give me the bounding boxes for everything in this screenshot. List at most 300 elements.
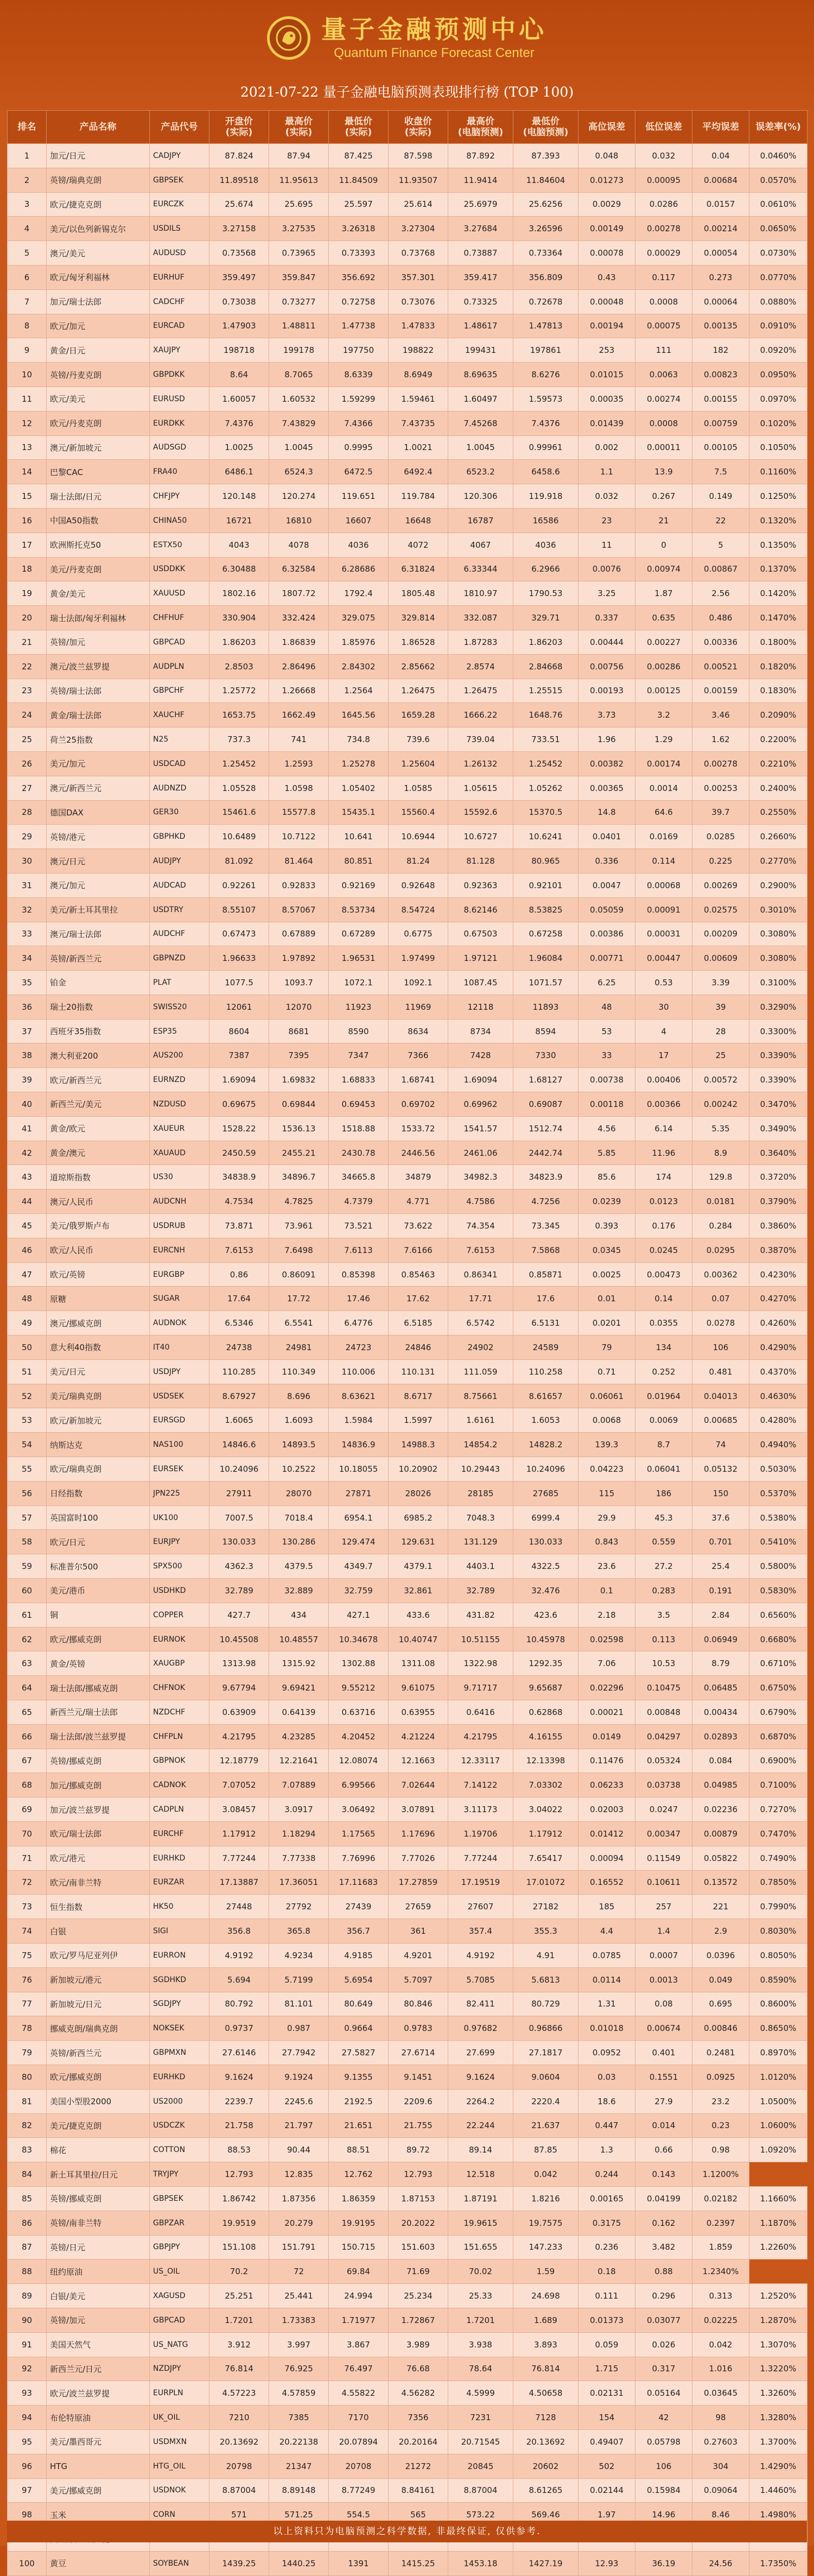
value-cell: 0.9995 xyxy=(329,435,389,460)
value-cell: 1.0598 xyxy=(269,776,329,800)
value-cell: 8.9 xyxy=(692,1141,749,1165)
value-cell: 25.6979 xyxy=(448,192,513,217)
rank-cell: 60 xyxy=(8,1579,47,1603)
value-cell: 25.234 xyxy=(389,2284,448,2308)
value-cell: 12118 xyxy=(448,995,513,1019)
value-cell: 1.47738 xyxy=(329,314,389,338)
table-row xyxy=(8,314,807,338)
product-name-cell: 美元/俄罗斯卢布 xyxy=(47,1214,150,1238)
product-code-cell: TRYJPY xyxy=(150,2162,209,2187)
value-cell: 3.938 xyxy=(448,2332,513,2357)
value-cell: 0.9737 xyxy=(209,2016,269,2041)
rank-cell: 63 xyxy=(8,1651,47,1676)
value-cell: 14.8 xyxy=(578,800,635,825)
value-cell: 3.27158 xyxy=(209,217,269,241)
value-cell: 9.0604 xyxy=(513,2065,578,2089)
value-cell: 0.401 xyxy=(635,2041,692,2065)
value-cell: 11969 xyxy=(389,995,448,1019)
value-cell: 0.02296 xyxy=(578,1676,635,1700)
value-cell: 361 xyxy=(389,1919,448,1944)
value-cell: 81.101 xyxy=(269,1992,329,2016)
value-cell: 147.233 xyxy=(513,2235,578,2259)
value-cell: 0.0650% xyxy=(749,217,807,241)
value-cell: 1.68833 xyxy=(329,1068,389,1092)
value-cell: 332.087 xyxy=(448,606,513,630)
product-code-cell: EURSEK xyxy=(150,1457,209,1482)
product-name-cell: 欧元/匈牙利福林 xyxy=(47,265,150,289)
table-row xyxy=(8,1773,807,1797)
value-cell: 0.114 xyxy=(635,849,692,874)
value-cell: 1.59 xyxy=(513,2259,578,2284)
value-cell: 1.05528 xyxy=(209,776,269,800)
value-cell: 0.0880% xyxy=(749,289,807,314)
value-cell: 0.00214 xyxy=(692,217,749,241)
product-code-cell: EURHUF xyxy=(150,265,209,289)
value-cell: 8594 xyxy=(513,1019,578,1043)
table-row xyxy=(8,2551,807,2575)
table-row xyxy=(8,2259,807,2284)
value-cell: 10.6241 xyxy=(513,825,578,849)
value-cell: 0.337 xyxy=(578,606,635,630)
value-cell: 0.86341 xyxy=(448,1262,513,1287)
value-cell: 33 xyxy=(578,1043,635,1068)
rank-cell: 36 xyxy=(8,995,47,1019)
product-code-cell: GBPSEK xyxy=(150,168,209,192)
value-cell: 3.912 xyxy=(209,2332,269,2357)
value-cell: 6.30488 xyxy=(209,557,269,581)
product-name-cell: 新西兰元/瑞士法郎 xyxy=(47,1700,150,1725)
value-cell: 1.016 xyxy=(692,2357,749,2381)
value-cell: 1.0920% xyxy=(749,2138,807,2162)
value-cell: 0.3390% xyxy=(749,1043,807,1068)
value-cell: 7330 xyxy=(513,1043,578,1068)
value-cell: 1.29 xyxy=(635,727,692,752)
value-cell: 0.059 xyxy=(578,2332,635,2357)
value-cell: 0.701 xyxy=(692,1530,749,1554)
value-cell: 0.69844 xyxy=(269,1092,329,1117)
rank-cell: 58 xyxy=(8,1530,47,1554)
value-cell: 4.55822 xyxy=(329,2381,389,2406)
product-name-cell: 日经指数 xyxy=(47,1481,150,1505)
product-name-cell: 纳斯达克 xyxy=(47,1433,150,1457)
value-cell: 1807.72 xyxy=(269,581,329,606)
value-cell: 0.99961 xyxy=(513,435,578,460)
value-cell: 0.7990% xyxy=(749,1895,807,1919)
table-row xyxy=(8,581,807,606)
table-row xyxy=(8,1651,807,1676)
value-cell: 0.267 xyxy=(635,484,692,509)
value-cell: 1653.75 xyxy=(209,703,269,727)
value-cell: 0.3860% xyxy=(749,1214,807,1238)
value-cell: 0.00029 xyxy=(635,241,692,265)
value-cell: 7231 xyxy=(448,2406,513,2430)
rank-cell: 59 xyxy=(8,1554,47,1579)
value-cell: 0.0952 xyxy=(578,2041,635,2065)
value-cell: 14854.2 xyxy=(448,1433,513,1457)
value-cell: 25.695 xyxy=(269,192,329,217)
value-cell: 569.46 xyxy=(513,2503,578,2527)
value-cell: 182 xyxy=(692,338,749,363)
product-code-cell: EURCAD xyxy=(150,314,209,338)
value-cell: 0.0345 xyxy=(578,1238,635,1262)
value-cell: 25.597 xyxy=(329,192,389,217)
product-code-cell: XAUEUR xyxy=(150,1116,209,1141)
value-cell: 0.0396 xyxy=(692,1943,749,1967)
value-cell: 0.00155 xyxy=(692,387,749,411)
value-cell: 1662.49 xyxy=(269,703,329,727)
rank-cell: 53 xyxy=(8,1408,47,1433)
value-cell: 1.31 xyxy=(578,1992,635,2016)
value-cell: 1659.28 xyxy=(389,703,448,727)
value-cell: 11.9414 xyxy=(448,168,513,192)
value-cell: 90.44 xyxy=(269,2138,329,2162)
value-cell: 1.85976 xyxy=(329,630,389,654)
product-code-cell: EURSGD xyxy=(150,1408,209,1433)
table-row xyxy=(8,557,807,581)
value-cell: 14828.2 xyxy=(513,1433,578,1457)
value-cell: 0.15984 xyxy=(635,2478,692,2503)
value-cell: 0.00094 xyxy=(578,1846,635,1870)
value-cell: 3.06492 xyxy=(329,1797,389,1822)
value-cell: 6.33344 xyxy=(448,557,513,581)
value-cell: 0.8050% xyxy=(749,1943,807,1967)
table-row xyxy=(8,1019,807,1043)
product-code-cell: UK_OIL xyxy=(150,2406,209,2430)
rank-cell: 91 xyxy=(8,2332,47,2357)
value-cell: 0.00974 xyxy=(635,557,692,581)
rank-cell: 71 xyxy=(8,1846,47,1870)
value-cell: 12.793 xyxy=(209,2162,269,2187)
table-row xyxy=(8,1579,807,1603)
product-name-cell: 欧元/罗马尼亚列伊 xyxy=(47,1943,150,1967)
value-cell: 80.851 xyxy=(329,849,389,874)
value-cell: 1.17696 xyxy=(389,1821,448,1846)
value-cell: 7.77338 xyxy=(269,1846,329,1870)
value-cell: 0.53 xyxy=(635,971,692,995)
product-name-cell: 黄豆 xyxy=(47,2551,150,2575)
value-cell: 0.3100% xyxy=(749,971,807,995)
value-cell: 8.57067 xyxy=(269,897,329,922)
value-cell: 0.00064 xyxy=(692,289,749,314)
table-row xyxy=(8,1262,807,1287)
value-cell: 2192.5 xyxy=(329,2089,389,2113)
table-row xyxy=(8,289,807,314)
table-row xyxy=(8,2284,807,2308)
value-cell: 0.06485 xyxy=(692,1676,749,1700)
rank-cell: 46 xyxy=(8,1238,47,1262)
value-cell: 12.93 xyxy=(578,2551,635,2575)
value-cell: 0.1250% xyxy=(749,484,807,509)
value-cell: 0.2200% xyxy=(749,727,807,752)
value-cell: 4078 xyxy=(269,533,329,557)
value-cell: 5.6813 xyxy=(513,1967,578,1992)
product-name-cell: 欧元/南非兰特 xyxy=(47,1870,150,1895)
value-cell: 12.762 xyxy=(329,2162,389,2187)
value-cell: 1.7350% xyxy=(749,2551,807,2575)
product-code-cell: EURDKK xyxy=(150,411,209,435)
value-cell: 2.84668 xyxy=(513,654,578,679)
value-cell: 106 xyxy=(692,1336,749,1360)
product-name-cell: 欧元/加元 xyxy=(47,314,150,338)
value-cell: 27659 xyxy=(389,1895,448,1919)
product-name-cell: 澳大利亚200 xyxy=(47,1043,150,1068)
value-cell: 4.21224 xyxy=(389,1724,448,1749)
value-cell: 25.251 xyxy=(209,2284,269,2308)
value-cell: 27.1817 xyxy=(513,2041,578,2065)
value-cell: 0.00193 xyxy=(578,679,635,703)
value-cell: 0.3175 xyxy=(578,2211,635,2235)
value-cell: 0.00771 xyxy=(578,946,635,971)
product-name-cell: 白银/美元 xyxy=(47,2284,150,2308)
value-cell: 2.85662 xyxy=(389,654,448,679)
value-cell: 2442.74 xyxy=(513,1141,578,1165)
value-cell: 7048.3 xyxy=(448,1505,513,1530)
table-row xyxy=(8,2089,807,2113)
value-cell: 0.00386 xyxy=(578,922,635,946)
value-cell: 0.01964 xyxy=(635,1384,692,1408)
value-cell: 8604 xyxy=(209,1019,269,1043)
value-cell: 1.3260% xyxy=(749,2381,807,2406)
value-cell: 1.26475 xyxy=(389,679,448,703)
value-cell: 573.22 xyxy=(448,2503,513,2527)
product-code-cell: NZDCHF xyxy=(150,1700,209,1725)
value-cell: 0.0245 xyxy=(635,1238,692,1262)
value-cell: 502 xyxy=(578,2454,635,2478)
rank-cell: 93 xyxy=(8,2381,47,2406)
value-cell: 0.13572 xyxy=(692,1870,749,1895)
rank-cell: 17 xyxy=(8,533,47,557)
value-cell: 1666.22 xyxy=(448,703,513,727)
rank-cell: 73 xyxy=(8,1895,47,1919)
value-cell: 733.51 xyxy=(513,727,578,752)
brand-name-cn: 量子金融预测中心 xyxy=(321,15,547,44)
value-cell: 1.0500% xyxy=(749,2089,807,2113)
rank-cell: 50 xyxy=(8,1336,47,1360)
value-cell: 0.559 xyxy=(635,1530,692,1554)
value-cell: 1.2260% xyxy=(749,2235,807,2259)
product-code-cell: CADCHF xyxy=(150,289,209,314)
value-cell: 427.1 xyxy=(329,1603,389,1627)
value-cell: 1.17912 xyxy=(209,1821,269,1846)
table-row xyxy=(8,654,807,679)
value-cell: 0.01273 xyxy=(578,168,635,192)
table-row xyxy=(8,363,807,387)
value-cell: 1.0045 xyxy=(448,435,513,460)
value-cell: 571.25 xyxy=(269,2503,329,2527)
value-cell: 27.7942 xyxy=(269,2041,329,2065)
value-cell: 1.6053 xyxy=(513,1408,578,1433)
value-cell: 1.26132 xyxy=(448,751,513,776)
product-name-cell: 巴黎CAC xyxy=(47,460,150,484)
value-cell: 1.0120% xyxy=(749,2065,807,2089)
value-cell: 17.13887 xyxy=(209,1870,269,1895)
value-cell: 739.6 xyxy=(389,727,448,752)
value-cell: 8.64 xyxy=(209,363,269,387)
value-cell: 8.55107 xyxy=(209,897,269,922)
value-cell: 1.96084 xyxy=(513,946,578,971)
table-row xyxy=(8,946,807,971)
value-cell: 110.131 xyxy=(389,1359,448,1384)
value-cell: 0.00227 xyxy=(635,630,692,654)
value-cell: 1.1 xyxy=(578,460,635,484)
value-cell: 88.53 xyxy=(209,2138,269,2162)
value-cell: 0.7270% xyxy=(749,1797,807,1822)
value-cell: 0.00823 xyxy=(692,363,749,387)
value-cell: 0.336 xyxy=(578,849,635,874)
value-cell: 80.965 xyxy=(513,849,578,874)
value-cell: 71.69 xyxy=(389,2259,448,2284)
table-row xyxy=(8,922,807,946)
value-cell: 24981 xyxy=(269,1336,329,1360)
value-cell: 32.789 xyxy=(209,1579,269,1603)
value-cell: 32.861 xyxy=(389,1579,448,1603)
value-cell: 0.0970% xyxy=(749,387,807,411)
value-cell: 76.925 xyxy=(269,2357,329,2381)
value-cell: 0.73393 xyxy=(329,241,389,265)
value-cell: 2.86496 xyxy=(269,654,329,679)
value-cell: 0.635 xyxy=(635,606,692,630)
rank-cell: 40 xyxy=(8,1092,47,1117)
value-cell: 0.43 xyxy=(578,265,635,289)
value-cell: 8.61657 xyxy=(513,1384,578,1408)
value-cell: 1.47903 xyxy=(209,314,269,338)
product-name-cell: 澳元/新西兰元 xyxy=(47,776,150,800)
value-cell: 0.01412 xyxy=(578,1821,635,1846)
value-cell: 4.50658 xyxy=(513,2381,578,2406)
value-cell: 1.68741 xyxy=(389,1068,448,1092)
value-cell: 16721 xyxy=(209,508,269,533)
value-cell: 1.60497 xyxy=(448,387,513,411)
value-cell: 25 xyxy=(692,1043,749,1068)
value-cell: 1.87153 xyxy=(389,2186,448,2211)
value-cell: 3.26318 xyxy=(329,217,389,241)
value-cell: 10.51155 xyxy=(448,1627,513,1651)
product-name-cell: 欧元/新西兰元 xyxy=(47,1068,150,1092)
value-cell: 0.3080% xyxy=(749,946,807,971)
value-cell: 0.73887 xyxy=(448,241,513,265)
value-cell: 0.5370% xyxy=(749,1481,807,1505)
value-cell: 0.0355 xyxy=(635,1311,692,1336)
value-cell: 0.9664 xyxy=(329,2016,389,2041)
value-cell: 0.236 xyxy=(578,2235,635,2259)
value-cell: 0.0014 xyxy=(635,776,692,800)
value-cell: 4.57859 xyxy=(269,2381,329,2406)
value-cell: 21.758 xyxy=(209,2113,269,2138)
value-cell: 0.73768 xyxy=(389,241,448,265)
value-cell: 3.39 xyxy=(692,971,749,995)
rank-cell: 83 xyxy=(8,2138,47,2162)
value-cell: 0.176 xyxy=(635,1214,692,1238)
value-cell: 53 xyxy=(578,1019,635,1043)
value-cell: 6492.4 xyxy=(389,460,448,484)
value-cell: 7128 xyxy=(513,2406,578,2430)
value-cell: 0.1350% xyxy=(749,533,807,557)
value-cell: 0.00031 xyxy=(635,922,692,946)
value-cell: 0.00011 xyxy=(635,435,692,460)
product-name-cell: 铂金 xyxy=(47,971,150,995)
product-name-cell: 西班牙35指数 xyxy=(47,1019,150,1043)
value-cell: 21.637 xyxy=(513,2113,578,2138)
value-cell: 3.2 xyxy=(635,703,692,727)
value-cell: 70.02 xyxy=(448,2259,513,2284)
value-cell: 0.162 xyxy=(635,2211,692,2235)
product-name-cell: 标准普尔500 xyxy=(47,1554,150,1579)
value-cell: 3.27684 xyxy=(448,217,513,241)
value-cell: 12.835 xyxy=(269,2162,329,2187)
value-cell: 0.73277 xyxy=(269,289,329,314)
table-row xyxy=(8,435,807,460)
product-name-cell: 欧元/捷克克朗 xyxy=(47,192,150,217)
value-cell: 0.273 xyxy=(692,265,749,289)
value-cell: 0.4370% xyxy=(749,1359,807,1384)
value-cell: 0.62868 xyxy=(513,1700,578,1725)
rank-cell: 64 xyxy=(8,1676,47,1700)
value-cell: 7.6166 xyxy=(389,1238,448,1262)
value-cell: 0.0068 xyxy=(578,1408,635,1433)
value-cell: 7.77244 xyxy=(209,1846,269,1870)
value-cell: 14893.5 xyxy=(269,1433,329,1457)
product-code-cell: EURCNH xyxy=(150,1238,209,1262)
value-cell: 0.00867 xyxy=(692,557,749,581)
value-cell: 0.01015 xyxy=(578,363,635,387)
value-cell: 0.4270% xyxy=(749,1287,807,1311)
column-header: 产品代号 xyxy=(150,111,209,144)
rank-cell: 26 xyxy=(8,751,47,776)
value-cell: 737.3 xyxy=(209,727,269,752)
rank-cell: 72 xyxy=(8,1870,47,1895)
table-row xyxy=(8,1408,807,1433)
column-header: 最低价 (电脑预测) xyxy=(513,111,578,144)
value-cell: 1.3070% xyxy=(749,2332,807,2357)
value-cell: 8.89148 xyxy=(269,2478,329,2503)
value-cell: 1315.92 xyxy=(269,1651,329,1676)
value-cell: 0.04223 xyxy=(578,1457,635,1482)
value-cell: 6472.5 xyxy=(329,460,389,484)
value-cell: 8.6276 xyxy=(513,363,578,387)
table-row xyxy=(8,776,807,800)
table-row xyxy=(8,1895,807,1919)
value-cell: 1087.45 xyxy=(448,971,513,995)
value-cell: 130.033 xyxy=(209,1530,269,1554)
value-cell: 5.85 xyxy=(578,1141,635,1165)
value-cell: 0.00362 xyxy=(692,1262,749,1287)
value-cell: 4.21795 xyxy=(448,1724,513,1749)
product-name-cell: 澳元/新加坡元 xyxy=(47,435,150,460)
product-code-cell: USDRUB xyxy=(150,1214,209,1238)
value-cell: 0.393 xyxy=(578,1214,635,1238)
product-name-cell: 英镑/丹麦克朗 xyxy=(47,363,150,387)
column-header: 误差率(%) xyxy=(749,111,807,144)
value-cell: 1072.1 xyxy=(329,971,389,995)
product-name-cell: 玉米 xyxy=(47,2503,150,2527)
value-cell: 10.45978 xyxy=(513,1627,578,1651)
value-cell: 734.8 xyxy=(329,727,389,752)
product-code-cell: PLAT xyxy=(150,971,209,995)
value-cell: 1.05615 xyxy=(448,776,513,800)
rank-cell: 47 xyxy=(8,1262,47,1287)
value-cell: 6.31824 xyxy=(389,557,448,581)
product-name-cell: 道琼斯指数 xyxy=(47,1165,150,1189)
value-cell: 39 xyxy=(692,995,749,1019)
value-cell: 0.02236 xyxy=(692,1797,749,1822)
product-code-cell: XAUUSD xyxy=(150,581,209,606)
value-cell: 45.3 xyxy=(635,1505,692,1530)
product-name-cell: 铜 xyxy=(47,1603,150,1627)
table-row xyxy=(8,1749,807,1773)
value-cell: 0.00278 xyxy=(635,217,692,241)
product-name-cell: 瑞士20指数 xyxy=(47,995,150,1019)
value-cell: 1.1660% xyxy=(749,2186,807,2211)
